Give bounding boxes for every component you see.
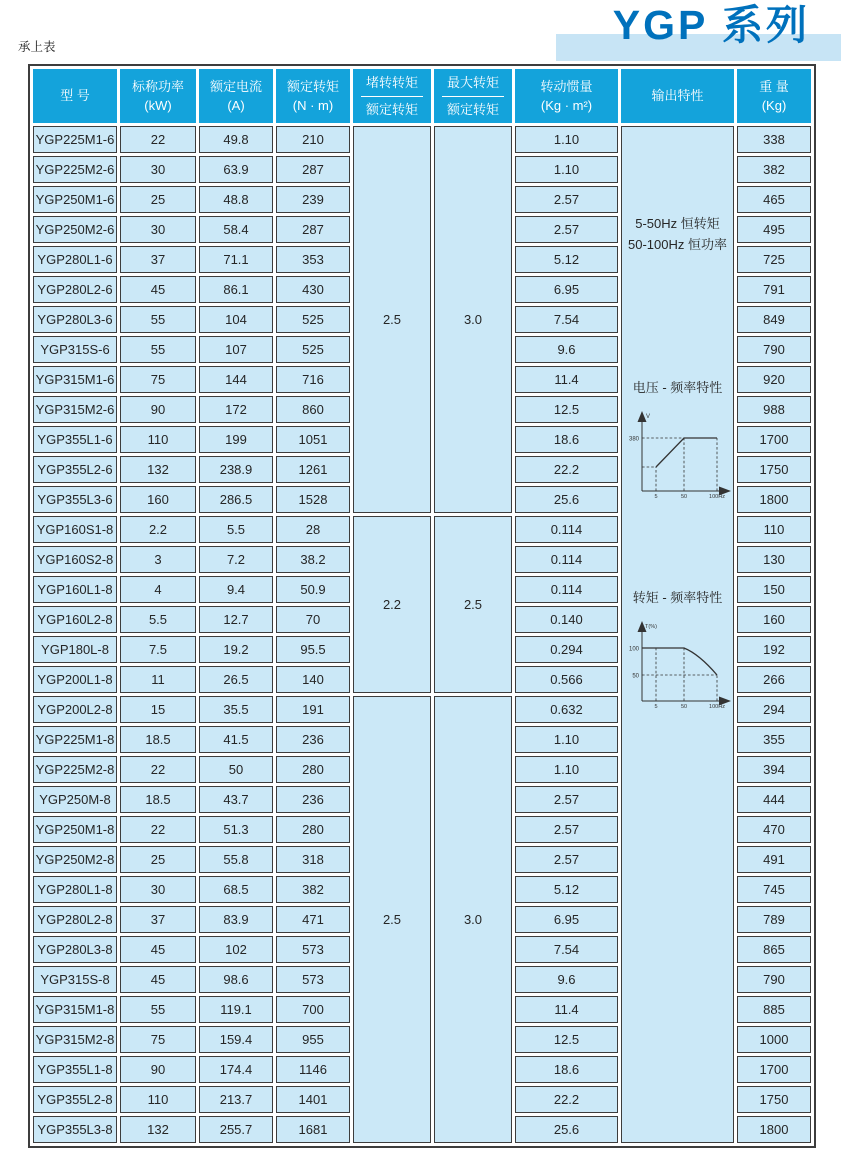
inertia-cell: 1.10 <box>515 156 618 183</box>
power-cell: 22 <box>120 756 196 783</box>
inertia-cell: 12.5 <box>515 1026 618 1053</box>
col-header-inertia: 转动惯量 (Kg · m²) <box>515 69 618 123</box>
weight-cell: 444 <box>737 786 811 813</box>
inertia-cell: 0.114 <box>515 546 618 573</box>
col-header-output: 输出特性 <box>621 69 734 123</box>
torque-cell: 860 <box>276 396 350 423</box>
power-cell: 4 <box>120 576 196 603</box>
torque-cell: 38.2 <box>276 546 350 573</box>
vf-x-tick-5: 5 <box>653 494 658 499</box>
inertia-cell: 11.4 <box>515 366 618 393</box>
output-note <box>622 213 733 256</box>
current-cell: 144 <box>199 366 273 393</box>
weight-cell: 1000 <box>737 1026 811 1053</box>
inertia-cell: 22.2 <box>515 1086 618 1113</box>
col-header-power: 标称功率 (kW) <box>120 69 196 123</box>
weight-cell: 790 <box>737 336 811 363</box>
power-cell: 90 <box>120 396 196 423</box>
power-cell: 22 <box>120 816 196 843</box>
model-cell: YGP315M1-6 <box>33 366 117 393</box>
max-torque-ratio-cell: 3.0 <box>434 696 512 1143</box>
voltage-frequency-chart <box>622 407 734 499</box>
inertia-cell: 0.140 <box>515 606 618 633</box>
inertia-cell: 7.54 <box>515 936 618 963</box>
col-header-locked-rotor-ratio: 堵转转矩 额定转矩 <box>353 69 431 123</box>
current-cell: 43.7 <box>199 786 273 813</box>
torque-frequency-label: 转矩 - 频率特性 <box>632 590 723 605</box>
weight-cell: 355 <box>737 726 811 753</box>
current-cell: 58.4 <box>199 216 273 243</box>
col-header-max-torque-ratio: 最大转矩 额定转矩 <box>434 69 512 123</box>
model-cell: YGP200L2-8 <box>33 696 117 723</box>
output-characteristics-content <box>622 127 733 1142</box>
weight-cell: 491 <box>737 846 811 873</box>
torque-cell: 287 <box>276 156 350 183</box>
page-title: YGP 系列 <box>612 2 810 48</box>
weight-cell: 790 <box>737 966 811 993</box>
torque-cell: 318 <box>276 846 350 873</box>
inertia-cell: 12.5 <box>515 396 618 423</box>
torque-cell: 700 <box>276 996 350 1023</box>
weight-cell: 294 <box>737 696 811 723</box>
inertia-cell: 2.57 <box>515 816 618 843</box>
inertia-cell: 0.566 <box>515 666 618 693</box>
weight-cell: 130 <box>737 546 811 573</box>
torque-cell: 1261 <box>276 456 350 483</box>
power-cell: 22 <box>120 126 196 153</box>
power-cell: 37 <box>120 246 196 273</box>
tf-x-tick-5: 5 <box>653 704 658 709</box>
torque-cell: 140 <box>276 666 350 693</box>
current-cell: 199 <box>199 426 273 453</box>
torque-cell: 430 <box>276 276 350 303</box>
model-cell: YGP200L1-8 <box>33 666 117 693</box>
model-cell: YGP280L3-8 <box>33 936 117 963</box>
weight-cell: 865 <box>737 936 811 963</box>
model-cell: YGP355L1-8 <box>33 1056 117 1083</box>
current-cell: 51.3 <box>199 816 273 843</box>
current-cell: 63.9 <box>199 156 273 183</box>
tf-y-value-100: 100 <box>628 646 639 653</box>
model-cell: YGP315M2-6 <box>33 396 117 423</box>
col-header-weight: 重 量 (Kg) <box>737 69 811 123</box>
weight-cell: 1800 <box>737 1116 811 1143</box>
weight-cell: 1700 <box>737 426 811 453</box>
current-cell: 174.4 <box>199 1056 273 1083</box>
output-note-line1: 5-50Hz 恒转矩 <box>635 216 720 231</box>
torque-cell: 210 <box>276 126 350 153</box>
model-cell: YGP250M2-8 <box>33 846 117 873</box>
weight-cell: 789 <box>737 906 811 933</box>
current-cell: 83.9 <box>199 906 273 933</box>
inertia-cell: 2.57 <box>515 186 618 213</box>
model-cell: YGP225M2-6 <box>33 156 117 183</box>
model-cell: YGP180L-8 <box>33 636 117 663</box>
max-torque-ratio-cell: 3.0 <box>434 126 512 513</box>
power-cell: 110 <box>120 1086 196 1113</box>
inertia-cell: 7.54 <box>515 306 618 333</box>
power-cell: 132 <box>120 1116 196 1143</box>
current-cell: 41.5 <box>199 726 273 753</box>
power-cell: 25 <box>120 846 196 873</box>
current-cell: 255.7 <box>199 1116 273 1143</box>
torque-cell: 525 <box>276 306 350 333</box>
inertia-cell: 25.6 <box>515 486 618 513</box>
inertia-cell: 2.57 <box>515 846 618 873</box>
torque-cell: 239 <box>276 186 350 213</box>
model-cell: YGP280L1-6 <box>33 246 117 273</box>
power-cell: 45 <box>120 936 196 963</box>
weight-cell: 394 <box>737 756 811 783</box>
inertia-cell: 1.10 <box>515 726 618 753</box>
torque-cell: 1401 <box>276 1086 350 1113</box>
power-cell: 132 <box>120 456 196 483</box>
inertia-cell: 9.6 <box>515 336 618 363</box>
current-cell: 172 <box>199 396 273 423</box>
vf-x-tick-100hz: 100Hz <box>708 494 725 499</box>
torque-cell: 280 <box>276 756 350 783</box>
power-cell: 55 <box>120 996 196 1023</box>
inertia-cell: 25.6 <box>515 1116 618 1143</box>
weight-cell: 1750 <box>737 1086 811 1113</box>
inertia-cell: 5.12 <box>515 876 618 903</box>
model-cell: YGP250M2-6 <box>33 216 117 243</box>
model-cell: YGP280L3-6 <box>33 306 117 333</box>
model-cell: YGP355L2-8 <box>33 1086 117 1113</box>
current-cell: 7.2 <box>199 546 273 573</box>
power-cell: 30 <box>120 216 196 243</box>
torque-cell: 95.5 <box>276 636 350 663</box>
power-cell: 2.2 <box>120 516 196 543</box>
current-cell: 50 <box>199 756 273 783</box>
torque-cell: 280 <box>276 816 350 843</box>
torque-cell: 70 <box>276 606 350 633</box>
inertia-cell: 0.114 <box>515 576 618 603</box>
current-cell: 48.8 <box>199 186 273 213</box>
weight-cell: 495 <box>737 216 811 243</box>
power-cell: 55 <box>120 306 196 333</box>
inertia-cell: 22.2 <box>515 456 618 483</box>
torque-cell: 573 <box>276 966 350 993</box>
locked-rotor-ratio-cell: 2.5 <box>353 126 431 513</box>
current-cell: 104 <box>199 306 273 333</box>
inertia-cell: 18.6 <box>515 426 618 453</box>
weight-cell: 192 <box>737 636 811 663</box>
inertia-cell: 18.6 <box>515 1056 618 1083</box>
torque-frequency-chart <box>622 617 734 709</box>
torque-cell: 28 <box>276 516 350 543</box>
power-cell: 45 <box>120 276 196 303</box>
model-cell: YGP160S2-8 <box>33 546 117 573</box>
spec-table <box>30 66 814 1146</box>
model-cell: YGP160L2-8 <box>33 606 117 633</box>
inertia-cell: 0.294 <box>515 636 618 663</box>
continuation-note: 承上表 <box>18 40 56 54</box>
inertia-cell: 1.10 <box>515 756 618 783</box>
power-cell: 45 <box>120 966 196 993</box>
current-cell: 71.1 <box>199 246 273 273</box>
weight-cell: 465 <box>737 186 811 213</box>
power-cell: 75 <box>120 366 196 393</box>
col-header-current: 额定电流 (A) <box>199 69 273 123</box>
weight-cell: 110 <box>737 516 811 543</box>
model-cell: YGP315M2-8 <box>33 1026 117 1053</box>
inertia-cell: 11.4 <box>515 996 618 1023</box>
torque-cell: 471 <box>276 906 350 933</box>
weight-cell: 150 <box>737 576 811 603</box>
power-cell: 7.5 <box>120 636 196 663</box>
torque-cell: 1051 <box>276 426 350 453</box>
weight-cell: 885 <box>737 996 811 1023</box>
output-note-line2: 50-100Hz 恒功率 <box>628 237 727 253</box>
model-cell: YGP280L2-8 <box>33 906 117 933</box>
torque-cell: 287 <box>276 216 350 243</box>
inertia-cell: 2.57 <box>515 786 618 813</box>
torque-cell: 573 <box>276 936 350 963</box>
power-cell: 18.5 <box>120 786 196 813</box>
weight-cell: 988 <box>737 396 811 423</box>
torque-cell: 525 <box>276 336 350 363</box>
model-cell: YGP250M-8 <box>33 786 117 813</box>
inertia-cell: 2.57 <box>515 216 618 243</box>
model-cell: YGP280L2-6 <box>33 276 117 303</box>
model-cell: YGP315M1-8 <box>33 996 117 1023</box>
current-cell: 49.8 <box>199 126 273 153</box>
model-cell: YGP160S1-8 <box>33 516 117 543</box>
model-cell: YGP225M1-8 <box>33 726 117 753</box>
power-cell: 55 <box>120 336 196 363</box>
torque-cell: 50.9 <box>276 576 350 603</box>
weight-cell: 470 <box>737 816 811 843</box>
model-cell: YGP315S-6 <box>33 336 117 363</box>
table-header-row <box>33 69 811 123</box>
torque-cell: 191 <box>276 696 350 723</box>
current-cell: 86.1 <box>199 276 273 303</box>
inertia-cell: 5.12 <box>515 246 618 273</box>
spec-table-frame <box>28 64 816 1148</box>
current-cell: 286.5 <box>199 486 273 513</box>
weight-cell: 1700 <box>737 1056 811 1083</box>
current-cell: 19.2 <box>199 636 273 663</box>
current-cell: 55.8 <box>199 846 273 873</box>
current-cell: 68.5 <box>199 876 273 903</box>
current-cell: 213.7 <box>199 1086 273 1113</box>
current-cell: 159.4 <box>199 1026 273 1053</box>
current-cell: 98.6 <box>199 966 273 993</box>
output-characteristics-cell <box>621 126 734 1143</box>
vf-y-value: 380 <box>628 436 639 443</box>
model-cell: YGP355L3-6 <box>33 486 117 513</box>
weight-cell: 745 <box>737 876 811 903</box>
tf-y-value-50: 50 <box>631 673 639 680</box>
col-header-model: 型 号 <box>33 69 117 123</box>
power-cell: 18.5 <box>120 726 196 753</box>
weight-cell: 266 <box>737 666 811 693</box>
col-header-torque: 额定转矩 (N · m) <box>276 69 350 123</box>
power-cell: 37 <box>120 906 196 933</box>
power-cell: 11 <box>120 666 196 693</box>
inertia-cell: 6.95 <box>515 906 618 933</box>
current-cell: 12.7 <box>199 606 273 633</box>
model-cell: YGP355L1-6 <box>33 426 117 453</box>
model-cell: YGP355L2-6 <box>33 456 117 483</box>
current-cell: 119.1 <box>199 996 273 1023</box>
vf-x-tick-50: 50 <box>680 494 687 499</box>
voltage-frequency-label: 电压 - 频率特性 <box>632 380 723 395</box>
torque-cell: 955 <box>276 1026 350 1053</box>
inertia-cell: 1.10 <box>515 126 618 153</box>
vf-y-axis-label: V <box>645 414 650 420</box>
model-cell: YGP250M1-6 <box>33 186 117 213</box>
weight-cell: 1750 <box>737 456 811 483</box>
current-cell: 9.4 <box>199 576 273 603</box>
model-cell: YGP225M2-8 <box>33 756 117 783</box>
table-row <box>33 126 811 153</box>
power-cell: 75 <box>120 1026 196 1053</box>
torque-cell: 1528 <box>276 486 350 513</box>
weight-cell: 338 <box>737 126 811 153</box>
inertia-cell: 9.6 <box>515 966 618 993</box>
table-body <box>33 126 811 1143</box>
torque-cell: 716 <box>276 366 350 393</box>
current-cell: 26.5 <box>199 666 273 693</box>
tf-y-axis-label: T(%) <box>644 624 657 630</box>
max-torque-ratio-cell: 2.5 <box>434 516 512 693</box>
power-cell: 3 <box>120 546 196 573</box>
model-cell: YGP250M1-8 <box>33 816 117 843</box>
torque-cell: 353 <box>276 246 350 273</box>
inertia-cell: 6.95 <box>515 276 618 303</box>
model-cell: YGP280L1-8 <box>33 876 117 903</box>
power-cell: 90 <box>120 1056 196 1083</box>
torque-cell: 236 <box>276 726 350 753</box>
torque-cell: 382 <box>276 876 350 903</box>
torque-cell: 1146 <box>276 1056 350 1083</box>
weight-cell: 725 <box>737 246 811 273</box>
model-cell: YGP225M1-6 <box>33 126 117 153</box>
power-cell: 30 <box>120 876 196 903</box>
current-cell: 107 <box>199 336 273 363</box>
inertia-cell: 0.632 <box>515 696 618 723</box>
current-cell: 238.9 <box>199 456 273 483</box>
torque-cell: 1681 <box>276 1116 350 1143</box>
power-cell: 5.5 <box>120 606 196 633</box>
model-cell: YGP160L1-8 <box>33 576 117 603</box>
power-cell: 160 <box>120 486 196 513</box>
power-cell: 25 <box>120 186 196 213</box>
weight-cell: 791 <box>737 276 811 303</box>
tf-x-tick-100hz: 100Hz <box>708 704 725 709</box>
weight-cell: 849 <box>737 306 811 333</box>
weight-cell: 160 <box>737 606 811 633</box>
weight-cell: 920 <box>737 366 811 393</box>
current-cell: 5.5 <box>199 516 273 543</box>
current-cell: 35.5 <box>199 696 273 723</box>
power-cell: 30 <box>120 156 196 183</box>
model-cell: YGP315S-8 <box>33 966 117 993</box>
weight-cell: 382 <box>737 156 811 183</box>
weight-cell: 1800 <box>737 486 811 513</box>
locked-rotor-ratio-cell: 2.2 <box>353 516 431 693</box>
inertia-cell: 0.114 <box>515 516 618 543</box>
power-cell: 15 <box>120 696 196 723</box>
torque-cell: 236 <box>276 786 350 813</box>
current-cell: 102 <box>199 936 273 963</box>
model-cell: YGP355L3-8 <box>33 1116 117 1143</box>
tf-x-tick-50: 50 <box>680 704 687 709</box>
locked-rotor-ratio-cell: 2.5 <box>353 696 431 1143</box>
power-cell: 110 <box>120 426 196 453</box>
